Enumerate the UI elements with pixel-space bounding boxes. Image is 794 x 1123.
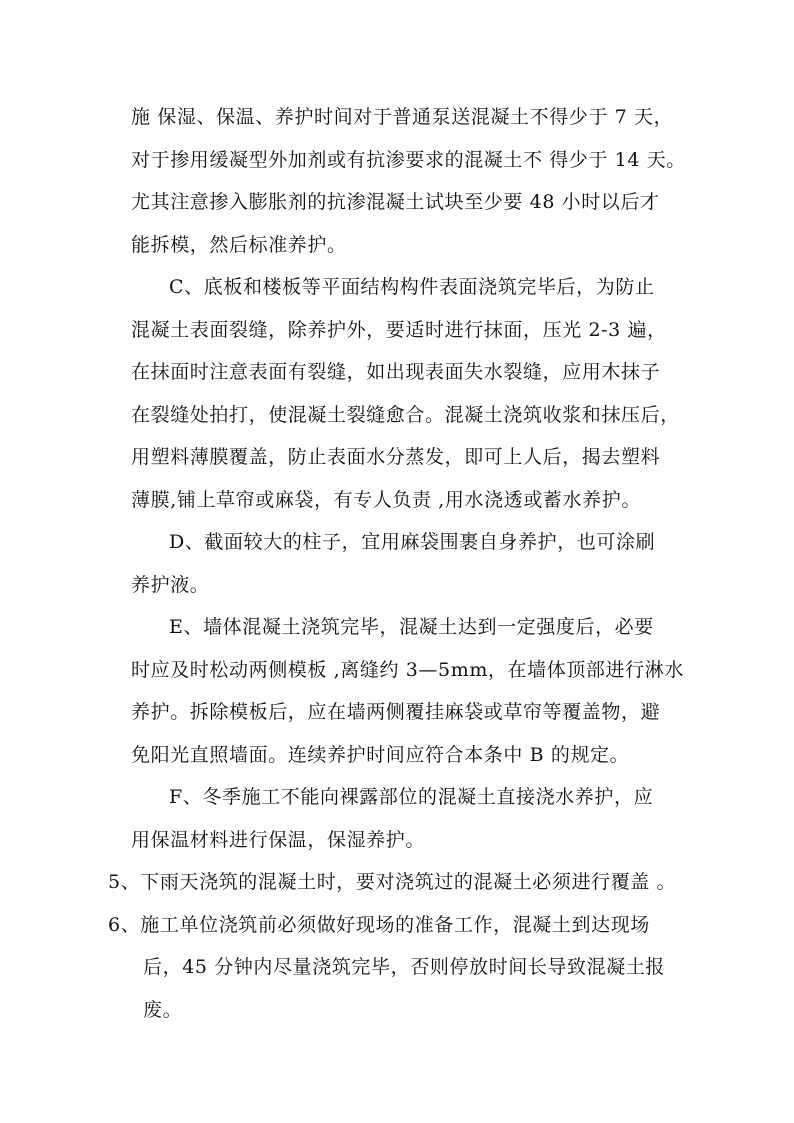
text-line: 时应及时松动两侧模板 ,离缝约 3—5mm，在墙体顶部进行淋水 [131, 659, 684, 681]
text-line: 后，45 分钟内尽量浇筑完毕，否则停放时间长导致混凝土报 [143, 956, 666, 978]
text-line: 用塑料薄膜覆盖，防止表面水分蒸发，即可上人后，揭去塑料 [131, 446, 661, 468]
text-line: 在裂缝处拍打，使混凝土裂缝愈合。混凝土浇筑收浆和抹压后， [131, 404, 680, 426]
text-line: C、底板和楼板等平面结构构件表面浇筑完毕后，为防止 [169, 276, 655, 298]
text-line: 免阳光直照墙面。连续养护时间应符合本条中 B 的规定。 [131, 744, 630, 766]
text-line: 6、施工单位浇筑前必须做好现场的准备工作，混凝土到达现场 [108, 914, 650, 936]
text-line: D、截面较大的柱子，宜用麻袋围裹自身养护，也可涂刷 [169, 531, 656, 553]
text-line: 废。 [143, 999, 183, 1021]
text-line: 尤其注意掺入膨胀剂的抗渗混凝土试块至少要 48 小时以后才 [131, 191, 660, 213]
text-line: 对于掺用缓凝型外加剂或有抗渗要求的混凝土不 得少于 14 天。 [131, 149, 686, 171]
text-line: 养护液。 [131, 574, 210, 596]
text-line: 5、下雨天浇筑的混凝土时，要对浇筑过的混凝土必须进行覆盖 。 [108, 871, 677, 893]
text-line: 混凝土表面裂缝，除养护外，要适时进行抹面，压光 2-3 遍， [131, 319, 667, 341]
text-line: 在抹面时注意表面有裂缝，如出现表面失水裂缝，应用木抹子 [131, 361, 661, 383]
text-line: 施 保湿、保温、养护时间对于普通泵送混凝土不得少于 7 天， [131, 106, 674, 128]
text-line: 养护。拆除模板后，应在墙两侧覆挂麻袋或草帘等覆盖物，避 [131, 701, 661, 723]
text-line: 能拆模，然后标准养护。 [131, 234, 347, 256]
text-line: 用保温材料进行保温，保湿养护。 [131, 829, 426, 851]
text-line: E、墙体混凝土浇筑完毕，混凝土达到一定强度后，必要 [169, 616, 654, 638]
text-line: F、冬季施工不能向裸露部位的混凝土直接浇水养护，应 [169, 786, 654, 808]
text-line: 薄膜,铺上草帘或麻袋，有专人负责 ,用水浇透或蓄水养护。 [131, 489, 641, 511]
